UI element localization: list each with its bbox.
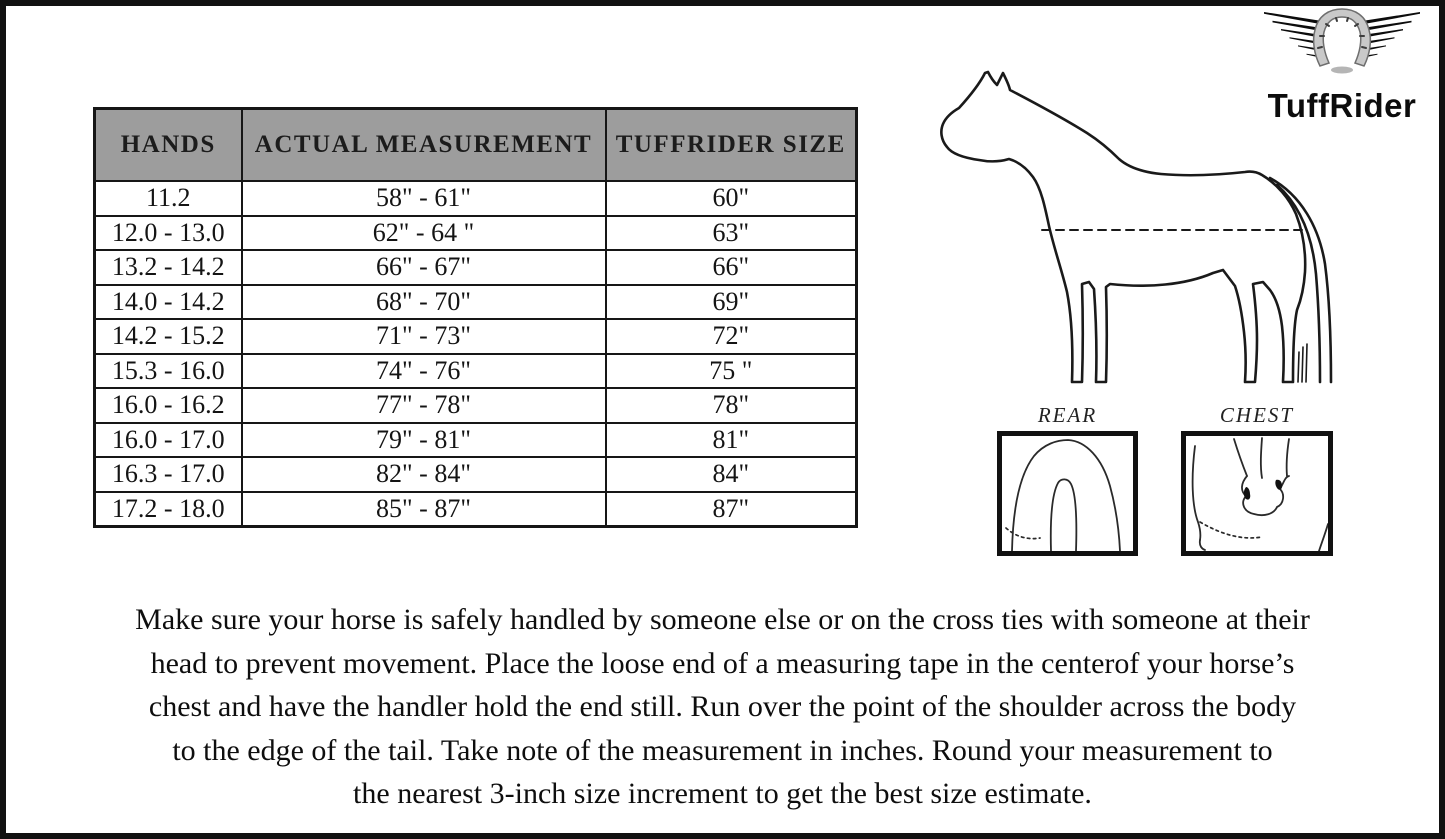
hands-cell: 12.0 - 13.0	[95, 216, 242, 251]
size-cell: 69"	[606, 285, 857, 320]
brand-name: TuffRider	[1267, 87, 1417, 124]
instructions	[25, 598, 1420, 816]
size-table-row	[95, 319, 857, 354]
measurement-cell: 68" - 70"	[242, 285, 606, 320]
size-chart-table	[93, 107, 858, 528]
size-table-header-row	[95, 109, 857, 182]
measurement-cell: 79" - 81"	[242, 423, 606, 458]
size-cell: 60"	[606, 181, 857, 216]
size-cell: 75 "	[606, 354, 857, 389]
horse-tail	[1270, 178, 1331, 382]
size-table-body	[95, 181, 857, 527]
instructions-line: the nearest 3-inch size increment to get the best size estimate.	[353, 777, 1092, 810]
hands-cell: 15.3 - 16.0	[95, 354, 242, 389]
size-cell: 81"	[606, 423, 857, 458]
horse-outline	[941, 72, 1305, 382]
header-hands: HANDS	[95, 109, 242, 182]
measurement-cell: 62" - 64 "	[242, 216, 606, 251]
size-table-row	[95, 216, 857, 251]
hands-cell: 14.2 - 15.2	[95, 319, 242, 354]
size-cell: 78"	[606, 388, 857, 423]
hands-cell: 16.0 - 16.2	[95, 388, 242, 423]
size-cell: 84"	[606, 457, 857, 492]
hands-cell: 14.0 - 14.2	[95, 285, 242, 320]
instructions-line: head to prevent movement. Place the loose end of a measuring tape in the centerof your horse’s	[150, 646, 1295, 680]
measurement-cell: 77" - 78"	[242, 388, 606, 423]
instructions-line: to the edge of the tail. Take note of the measurement in inches. Round your measurement to	[172, 733, 1273, 767]
measurement-cell: 71" - 73"	[242, 319, 606, 354]
size-table-row	[95, 388, 857, 423]
header-actual-measurement: ACTUAL MEASUREMENT	[242, 109, 606, 182]
measurement-cell: 58" - 61"	[242, 181, 606, 216]
horse-chest-icon	[1186, 436, 1328, 551]
size-table-row	[95, 423, 857, 458]
rear-view-box	[997, 431, 1138, 556]
size-cell: 66"	[606, 250, 857, 285]
instructions-line: chest and have the handler hold the end still. Run over the point of the shoulder across the body	[148, 690, 1297, 723]
chest-view-box	[1181, 431, 1333, 556]
rear-label: REAR	[1037, 403, 1098, 427]
hands-cell: 17.2 - 18.0	[95, 492, 242, 527]
measurement-cell: 82" - 84"	[242, 457, 606, 492]
header-tuffrider-size: TUFFRIDER SIZE	[606, 109, 857, 182]
size-table-row	[95, 250, 857, 285]
hands-cell: 16.0 - 17.0	[95, 423, 242, 458]
hands-cell: 13.2 - 14.2	[95, 250, 242, 285]
size-cell: 72"	[606, 319, 857, 354]
size-table-row	[95, 457, 857, 492]
measurement-cell: 66" - 67"	[242, 250, 606, 285]
size-table-row	[95, 285, 857, 320]
instructions-line: Make sure your horse is safely handled by someone else or on the cross ties with someone at their	[135, 603, 1310, 636]
size-table-row	[95, 354, 857, 389]
chest-label: CHEST	[1219, 403, 1295, 427]
hands-cell: 11.2	[95, 181, 242, 216]
size-cell: 87"	[606, 492, 857, 527]
horse-side-diagram	[905, 52, 1340, 390]
measurement-cell: 74" - 76"	[242, 354, 606, 389]
horse-rear-icon	[1002, 436, 1133, 551]
hands-cell: 16.3 - 17.0	[95, 457, 242, 492]
size-cell: 63"	[606, 216, 857, 251]
size-table-row	[95, 492, 857, 527]
measurement-cell: 85" - 87"	[242, 492, 606, 527]
size-table-row	[95, 181, 857, 216]
